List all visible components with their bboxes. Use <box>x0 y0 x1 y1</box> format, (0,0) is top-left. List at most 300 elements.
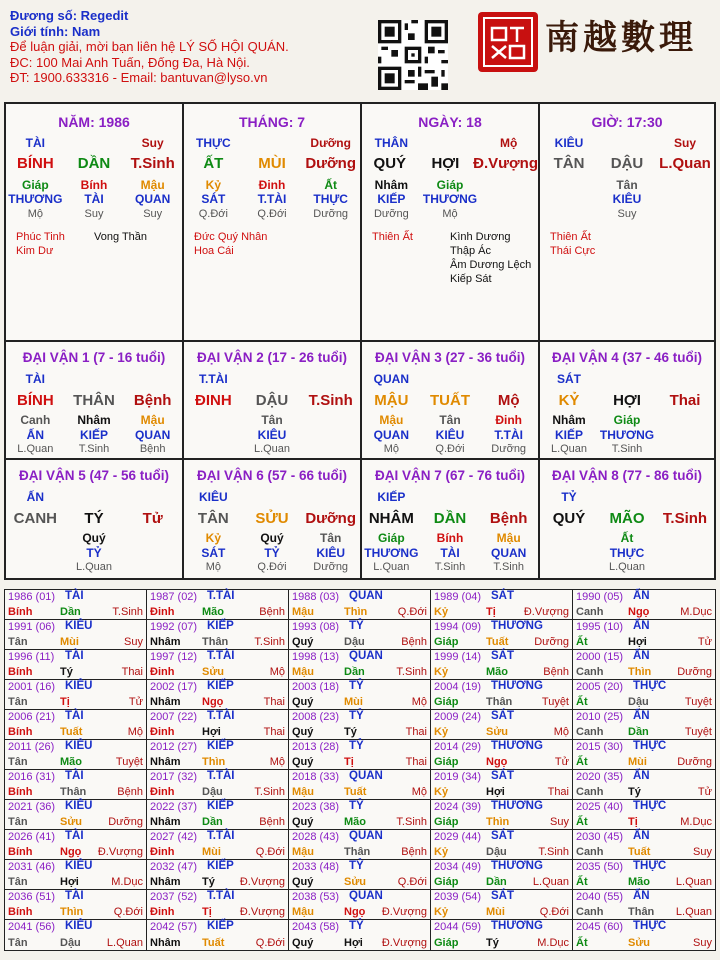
dai-van-hidden-star-row-cell <box>656 546 714 560</box>
year-label: 2039 (54) <box>434 891 482 903</box>
year-stem: Đinh <box>150 786 175 798</box>
year-star: TỶ <box>349 710 364 722</box>
year-stem: Mậu <box>292 786 314 798</box>
dai-van-hidden-stem-row <box>184 531 360 545</box>
pillar-hidden-star-row-cell: THƯƠNG <box>422 192 478 206</box>
year-label: 2027 (42) <box>150 831 198 843</box>
year-label: 2033 (48) <box>292 861 340 873</box>
year-label: 2023 (38) <box>292 801 340 813</box>
year-stem: Bính <box>8 666 33 678</box>
dai-van-hidden-star-row <box>6 428 182 442</box>
year-phase: Đ.Vượng <box>381 906 427 918</box>
year-branch: Mão <box>60 756 82 768</box>
year-branch: Tuất <box>60 726 83 738</box>
pillar-hidden-star-row-cell <box>540 192 598 206</box>
year-cell[interactable] <box>5 650 147 680</box>
year-cell[interactable] <box>289 830 431 860</box>
pillar-cell[interactable] <box>540 104 714 342</box>
pillar-phase-row-cell: Mộ <box>442 208 458 220</box>
year-stem: Nhâm <box>150 816 181 828</box>
year-cell[interactable] <box>289 920 431 950</box>
year-branch: Dậu <box>486 846 507 858</box>
pillar-phase-row <box>540 208 714 220</box>
year-label: 2032 (47) <box>150 861 198 873</box>
year-phase: Đ.Vượng <box>239 876 285 888</box>
dai-van-stem-branch-row <box>184 392 360 409</box>
year-stem: Kỷ <box>434 906 449 918</box>
pillar-star-row-cell <box>243 136 302 150</box>
year-cell[interactable] <box>5 920 147 950</box>
dai-van-hidden-stem-row-cell: Bính <box>436 531 464 545</box>
year-label: 2020 (35) <box>576 771 624 783</box>
pillar-cell[interactable] <box>6 104 184 342</box>
year-cell[interactable] <box>289 710 431 740</box>
dai-van-title: ĐẠI VẬN 4 (37 - 46 tuổi) <box>551 350 703 365</box>
year-phase: Dưỡng <box>108 816 143 828</box>
year-stem: Quý <box>292 726 314 738</box>
dai-van-hidden-star-row-cell: QUAN <box>135 428 171 442</box>
year-stem: Canh <box>576 666 604 678</box>
year-cell[interactable] <box>147 800 289 830</box>
dai-van-star-row <box>362 372 538 386</box>
dai-van-phase-row-cell: L.Quan <box>550 443 588 455</box>
year-cell[interactable] <box>289 740 431 770</box>
year-label: 2029 (44) <box>434 831 482 843</box>
year-stem: Tân <box>8 816 28 828</box>
dai-van-hidden-stem-row-cell: Tân <box>439 413 461 427</box>
year-branch: Sửu <box>628 937 651 949</box>
year-branch: Thân <box>628 906 655 918</box>
year-cell[interactable] <box>289 680 431 710</box>
year-cell[interactable] <box>147 770 289 800</box>
dai-van-hidden-stem-row-cell: Giáp <box>613 413 641 427</box>
year-cell[interactable] <box>431 740 573 770</box>
year-label: 2011 (26) <box>8 741 55 753</box>
pillar-stem-branch-row <box>184 155 360 172</box>
pillar-phase-row <box>184 208 360 220</box>
owner-value: Regedit <box>80 8 129 23</box>
pillar-stem-branch-row-cell: Dưỡng <box>305 155 357 172</box>
year-cell[interactable] <box>289 890 431 920</box>
year-branch: Sửu <box>344 876 367 888</box>
year-label: 1997 (12) <box>150 651 198 663</box>
pillar-hidden-star-row-cell: THỰC <box>313 192 348 206</box>
dai-van-hidden-stem-row <box>184 413 360 427</box>
dai-van-stem-branch-row-cell: BÍNH <box>17 392 54 409</box>
year-cell[interactable] <box>147 590 289 620</box>
dai-van-hidden-star-row-cell: QUAN <box>373 428 409 442</box>
year-phase: Suy <box>693 937 712 949</box>
year-stem: Giáp <box>434 937 459 949</box>
year-phase: M.Dục <box>680 606 712 618</box>
year-cell[interactable] <box>5 770 147 800</box>
year-phase: Thai <box>263 696 285 708</box>
year-star: THỰC <box>633 740 667 752</box>
dai-van-phase-row-cell <box>656 561 714 573</box>
year-branch: Mùi <box>202 846 221 858</box>
pillar-star-row-cell <box>65 136 124 150</box>
dai-van-cell[interactable] <box>6 460 184 578</box>
dai-van-star-row <box>540 372 714 386</box>
year-cell[interactable] <box>573 770 715 800</box>
year-cell[interactable] <box>5 830 147 860</box>
dai-van-star-row <box>6 372 182 386</box>
year-star: SÁT <box>491 650 514 662</box>
year-cell[interactable] <box>147 830 289 860</box>
year-label: 1989 (04) <box>434 591 482 603</box>
year-cell[interactable] <box>147 920 289 950</box>
year-branch: Sửu <box>60 816 83 828</box>
dai-van-cell[interactable] <box>540 460 714 578</box>
year-cell[interactable] <box>289 650 431 680</box>
year-phase: Q.Đới <box>539 906 569 918</box>
pillar-phase-row-cell <box>656 208 714 220</box>
year-phase: Q.Đới <box>255 937 285 949</box>
year-branch: Tuất <box>628 846 651 858</box>
year-phase: L.Quan <box>675 876 712 888</box>
year-label: 2040 (55) <box>576 891 624 903</box>
year-phase: Bệnh <box>401 636 427 648</box>
gender-label: Giới tính: <box>10 23 69 39</box>
dai-van-cell[interactable] <box>362 342 540 460</box>
pillar-hidden-stem-row <box>362 178 538 192</box>
pillar-phase-row-cell: Suy <box>84 208 104 220</box>
year-branch: Tị <box>628 816 638 828</box>
pillar-star-row <box>540 136 714 150</box>
year-cell[interactable] <box>5 800 147 830</box>
gender-value: Nam <box>71 23 101 39</box>
pillar-phase-row-cell: Dưỡng <box>313 208 349 220</box>
year-cell[interactable] <box>431 890 573 920</box>
dai-van-hidden-stem-row <box>362 413 538 427</box>
dai-van-phase-row <box>362 443 538 455</box>
year-label: 1991 (06) <box>8 621 56 633</box>
pillar-phase-row-cell: Suy <box>143 208 163 220</box>
pillar-hidden-star-row-cell: T.TÀI <box>257 192 287 206</box>
dai-van-phase-row <box>540 561 714 573</box>
dai-van-star-row-cell <box>656 490 714 504</box>
dai-van-star-row-cell: QUAN <box>373 372 409 386</box>
year-stem: Giáp <box>434 636 459 648</box>
year-cell[interactable] <box>573 920 715 950</box>
dai-van-phase-row <box>6 561 182 573</box>
year-cell[interactable] <box>147 620 289 650</box>
year-stem: Mậu <box>292 606 314 618</box>
year-star: ẤN <box>633 710 650 722</box>
year-cell[interactable] <box>431 860 573 890</box>
year-cell[interactable] <box>5 590 147 620</box>
dai-van-star-row-cell <box>421 490 480 504</box>
year-star: KIÊU <box>65 920 93 932</box>
dai-van-phase-row-cell: L.Quan <box>373 561 410 573</box>
dai-van-star-row-cell: TÀI <box>25 372 45 386</box>
pillar-hidden-stem-row-cell: Kỷ <box>205 178 221 192</box>
dai-van-star-row <box>6 490 182 504</box>
extra-star: Hoa Cái <box>194 245 234 257</box>
year-label: 2034 (49) <box>434 861 482 873</box>
year-stem: Mậu <box>292 666 314 678</box>
year-cell[interactable] <box>147 680 289 710</box>
dai-van-stem-branch-row-cell: DẬU <box>255 392 289 409</box>
year-cell[interactable] <box>573 800 715 830</box>
year-phase: Q.Đới <box>397 606 427 618</box>
dai-van-stem-branch-row-cell: MẬU <box>374 392 409 409</box>
dai-van-star-row-cell <box>479 490 538 504</box>
year-star: THƯƠNG <box>491 620 543 632</box>
year-star: THỰC <box>633 800 667 812</box>
dai-van-phase-row-cell: T.Sinh <box>611 443 643 455</box>
year-star: ẤN <box>633 770 650 782</box>
dai-van-star-row <box>540 490 714 504</box>
year-phase: Tuyệt <box>541 696 569 708</box>
year-phase: T.Sinh <box>396 816 427 828</box>
year-phase: Q.Đới <box>397 876 427 888</box>
dai-van-phase-row-cell: L.Quan <box>75 561 113 573</box>
extra-star: Thập Ác <box>450 245 491 257</box>
year-cell[interactable] <box>431 590 573 620</box>
year-label: 2026 (41) <box>8 831 56 843</box>
year-branch: Thìn <box>344 606 368 618</box>
year-label: 2035 (50) <box>576 861 624 873</box>
dai-van-hidden-star-row-cell: KIÊU <box>435 428 465 442</box>
year-cell[interactable] <box>573 650 715 680</box>
year-stem: Kỷ <box>434 606 449 618</box>
pillar-star-row-cell: Mộ <box>500 136 518 150</box>
pillar-cell[interactable] <box>362 104 540 342</box>
year-star: TỶ <box>349 620 364 632</box>
dai-van-hidden-stem-row-cell: Tân <box>261 413 283 427</box>
dai-van-hidden-star-row-cell: THỰC <box>609 546 645 560</box>
pillar-title: GIỜ: 17:30 <box>591 114 663 130</box>
dai-van-hidden-stem-row-cell <box>184 413 243 427</box>
year-star: KIÊU <box>65 620 93 632</box>
extra-star: Âm Dương Lệch <box>450 259 532 271</box>
year-phase: Thai <box>405 756 427 768</box>
year-cell[interactable] <box>147 890 289 920</box>
year-cell[interactable] <box>573 830 715 860</box>
dai-van-hidden-stem-row-cell: Mậu <box>140 413 165 427</box>
dai-van-stem-branch-row-cell: TÂN <box>197 510 229 527</box>
year-cell[interactable] <box>573 710 715 740</box>
year-stem: Quý <box>292 696 314 708</box>
year-star: QUAN <box>349 890 383 902</box>
year-cell[interactable] <box>431 770 573 800</box>
year-cell[interactable] <box>573 740 715 770</box>
year-label: 2030 (45) <box>576 831 624 843</box>
pillar-hidden-stem-row <box>540 178 714 192</box>
year-label: 2037 (52) <box>150 891 198 903</box>
year-cell[interactable] <box>431 920 573 950</box>
year-star: SÁT <box>491 770 514 782</box>
dai-van-stem-branch-row <box>6 392 182 409</box>
pillar-extras-left <box>550 230 595 258</box>
dai-van-phase-row-cell: Dưỡng <box>491 443 527 455</box>
year-star: TÀI <box>65 590 84 602</box>
year-cell[interactable] <box>431 800 573 830</box>
year-branch: Tý <box>60 666 73 678</box>
pillar-cell[interactable] <box>184 104 362 342</box>
year-label: 1993 (08) <box>292 621 340 633</box>
year-cell[interactable] <box>289 590 431 620</box>
extra-star: Vong Thần <box>94 231 148 243</box>
year-cell[interactable] <box>5 680 147 710</box>
year-star: TÀI <box>65 650 84 662</box>
year-cell[interactable] <box>147 710 289 740</box>
dai-van-cell[interactable] <box>540 342 714 460</box>
year-label: 1990 (05) <box>576 591 624 603</box>
year-star: TỶ <box>349 680 364 692</box>
dai-van-hidden-star-row-cell: ẤN <box>26 428 44 442</box>
year-cell[interactable] <box>147 860 289 890</box>
year-stem: Tân <box>8 756 28 768</box>
year-cell[interactable] <box>573 590 715 620</box>
dai-van-cell[interactable] <box>184 460 362 578</box>
dai-van-cell[interactable] <box>184 342 362 460</box>
year-cell[interactable] <box>431 620 573 650</box>
year-cell[interactable] <box>289 620 431 650</box>
year-cell[interactable] <box>5 860 147 890</box>
dai-van-cell[interactable] <box>362 460 540 578</box>
year-cell[interactable] <box>289 770 431 800</box>
dai-van-phase-row-cell: T.Sinh <box>434 561 466 573</box>
year-phase: Suy <box>693 846 712 858</box>
year-stem: Đinh <box>150 726 175 738</box>
year-cell[interactable] <box>573 620 715 650</box>
dai-van-cell[interactable] <box>6 342 184 460</box>
year-label: 2001 (16) <box>8 681 56 693</box>
year-phase: M.Dục <box>111 876 143 888</box>
year-stem: Quý <box>292 756 314 768</box>
year-cell[interactable] <box>431 830 573 860</box>
dai-van-stem-branch-row <box>362 510 538 527</box>
year-cell[interactable] <box>147 740 289 770</box>
dai-van-phase-row <box>184 561 360 573</box>
dai-van-hidden-star-row <box>184 546 360 560</box>
year-phase: Suy <box>124 636 143 648</box>
pillar-star-row-cell: TÀI <box>25 136 45 150</box>
year-branch: Mùi <box>60 636 79 648</box>
dai-van-phase-row-cell <box>301 443 360 455</box>
year-stem: Canh <box>576 906 604 918</box>
qr-code-icon[interactable] <box>378 20 448 90</box>
year-star: TỶ <box>349 740 364 752</box>
year-star: QUAN <box>349 830 383 842</box>
dai-van-star-row-cell: TỶ <box>561 490 577 504</box>
year-star: KIÊU <box>65 740 93 752</box>
year-stem: Canh <box>576 786 604 798</box>
year-cell[interactable] <box>5 740 147 770</box>
year-stem: Đinh <box>150 906 175 918</box>
pillar-phase-row-cell: Q.Đới <box>257 208 287 220</box>
year-cell[interactable] <box>5 620 147 650</box>
year-phase: Bệnh <box>543 666 569 678</box>
year-cell[interactable] <box>289 800 431 830</box>
year-stem: Ất <box>576 937 588 949</box>
pillar-hidden-stem-row-cell: Giáp <box>436 178 464 192</box>
year-phase: Mộ <box>269 756 285 768</box>
dai-van-phase-row-cell: Bệnh <box>139 443 166 455</box>
dai-van-hidden-stem-row-cell: Nhâm <box>552 413 586 427</box>
dai-van-stem-branch-row-cell: TUẤT <box>430 392 470 409</box>
year-branch: Thân <box>486 696 513 708</box>
year-branch: Dậu <box>628 696 649 708</box>
pillar-hidden-stem-row-cell: Bính <box>80 178 108 192</box>
year-phase: Dưỡng <box>677 666 712 678</box>
year-phase: Mộ <box>553 726 569 738</box>
year-cell[interactable] <box>573 680 715 710</box>
year-cell[interactable] <box>5 710 147 740</box>
pillar-hidden-star-row-cell: THƯƠNG <box>8 192 63 206</box>
year-phase: Suy <box>550 816 569 828</box>
dai-van-title: ĐẠI VẬN 2 (17 - 26 tuổi) <box>196 350 348 365</box>
dai-van-hidden-stem-row-cell <box>6 531 65 545</box>
year-label: 1999 (14) <box>434 651 482 663</box>
year-phase: Dưỡng <box>534 636 569 648</box>
year-cell[interactable] <box>573 890 715 920</box>
year-label: 2041 (56) <box>8 921 56 933</box>
year-branch: Tý <box>344 726 357 738</box>
year-branch: Dần <box>60 606 81 618</box>
year-cell[interactable] <box>431 650 573 680</box>
dai-van-hidden-stem-row-cell: Nhâm <box>77 413 111 427</box>
pillar-hidden-stem-row-cell: Mậu <box>140 178 165 192</box>
extra-star: Kim Dư <box>16 245 54 257</box>
year-phase: L.Quan <box>532 876 569 888</box>
year-branch: Dần <box>486 876 507 888</box>
dai-van-phase-row-cell: L.Quan <box>608 561 646 573</box>
year-stem: Đinh <box>150 666 175 678</box>
year-star: ẤN <box>633 590 650 602</box>
brand-logo: 南越數理 <box>545 18 697 58</box>
year-label: 2016 (31) <box>8 771 56 783</box>
year-star: TỶ <box>349 920 364 932</box>
year-cell[interactable] <box>289 860 431 890</box>
year-star: ẤN <box>633 890 650 902</box>
pillar-star-row-cell: Dưỡng <box>310 136 351 150</box>
year-cell[interactable] <box>5 890 147 920</box>
yearly-table <box>4 589 716 951</box>
year-branch: Ngọ <box>486 756 508 768</box>
pillar-phase-row-cell: Mộ <box>27 208 43 220</box>
year-star: SÁT <box>491 590 514 602</box>
dai-van-stem-branch-row-cell: Tử <box>142 510 163 527</box>
pillar-stem-branch-row-cell: MÙI <box>258 155 286 172</box>
dai-van-hidden-star-row <box>540 546 714 560</box>
dai-van-hidden-star-row-cell: SÁT <box>201 546 226 560</box>
year-branch: Sửu <box>202 666 225 678</box>
year-phase: Mộ <box>411 786 427 798</box>
year-cell[interactable] <box>431 680 573 710</box>
dai-van-phase-row-cell <box>540 561 598 573</box>
year-cell[interactable] <box>147 650 289 680</box>
year-star: KIÊU <box>65 860 93 872</box>
dai-van-title: ĐẠI VẬN 3 (27 - 36 tuổi) <box>374 350 526 365</box>
dai-van-hidden-star-row-cell <box>540 546 598 560</box>
dai-van-hidden-star-row-cell: TỶ <box>86 546 102 560</box>
dai-van-star-row-cell <box>243 372 302 386</box>
pillar-extras-left <box>194 230 267 258</box>
dai-van-stem-branch-row <box>184 510 360 527</box>
dai-van-hidden-stem-row-cell: Canh <box>20 413 51 427</box>
year-stem: Quý <box>292 937 314 949</box>
year-cell[interactable] <box>573 860 715 890</box>
year-phase: Tử <box>697 636 712 648</box>
extra-star: Đức Quý Nhân <box>194 231 268 243</box>
year-cell[interactable] <box>431 710 573 740</box>
pillar-phase-row-cell: Q.Đới <box>198 208 228 220</box>
dai-van-hidden-star-row <box>362 546 538 560</box>
pillar-stem-branch-row-cell: QUÝ <box>373 155 407 172</box>
